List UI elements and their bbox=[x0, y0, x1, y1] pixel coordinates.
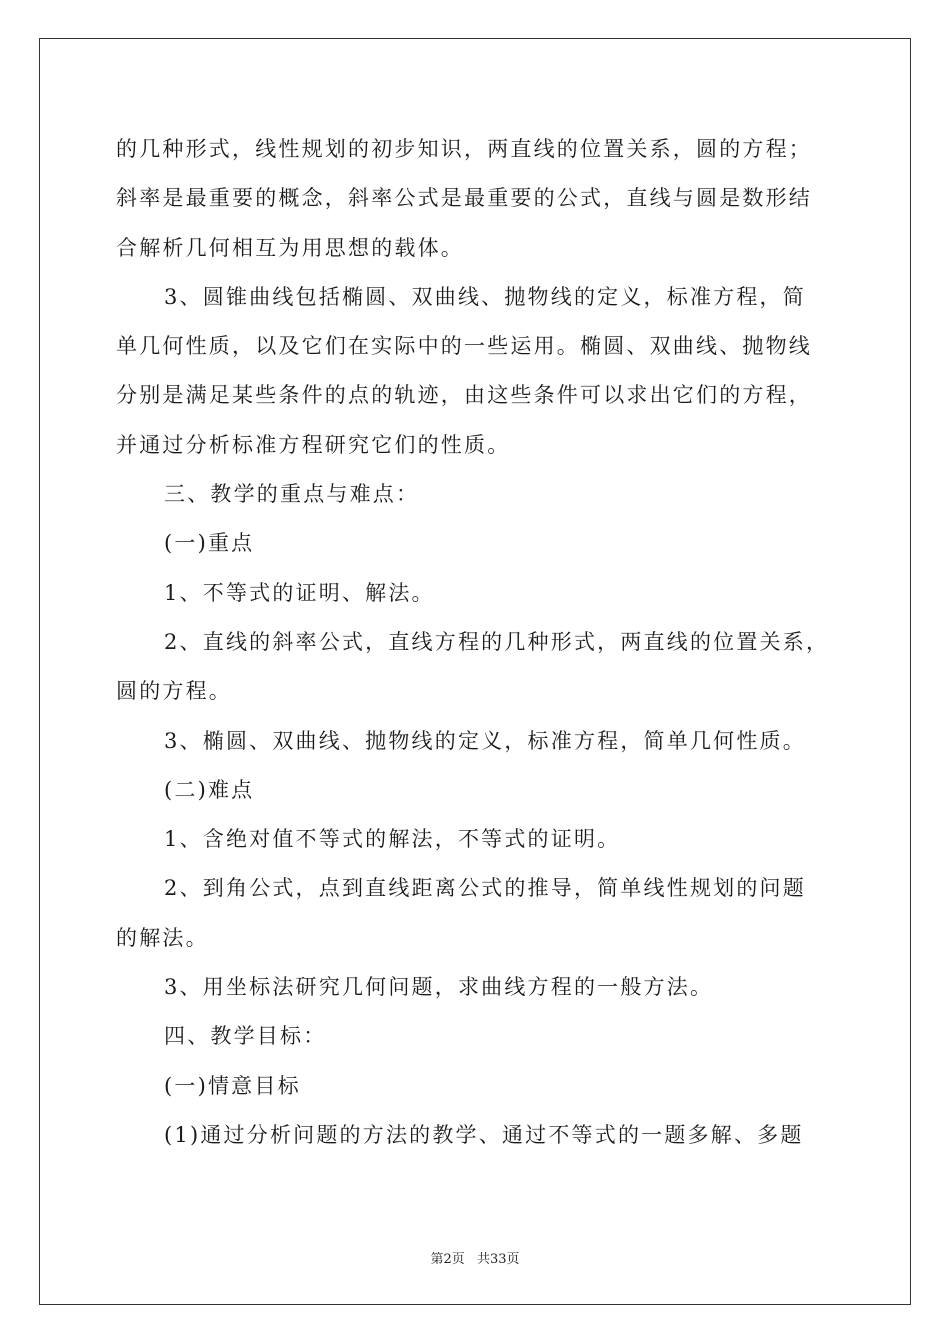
list-item: 3、用坐标法研究几何问题，求曲线方程的一般方法。 bbox=[164, 975, 714, 1000]
subsection-heading: (二)难点 bbox=[164, 777, 255, 802]
text-line: 合解析几何相互为用思想的载体。 bbox=[116, 235, 464, 260]
list-item: 1、含绝对值不等式的解法，不等式的证明。 bbox=[164, 827, 621, 852]
subsection-heading: (一)情意目标 bbox=[164, 1073, 301, 1098]
text-line: 圆的方程。 bbox=[116, 679, 232, 704]
text-line: 分别是满足某些条件的点的轨迹，由这些条件可以求出它们的方程， bbox=[116, 383, 812, 408]
section-heading: 三、教学的重点与难点： bbox=[164, 482, 420, 507]
list-item: (1)通过分析问题的方法的教学、通过不等式的一题多解、多题 bbox=[164, 1122, 804, 1147]
list-item: 2、到角公式，点到直线距离公式的推导，简单线性规划的问题 bbox=[164, 876, 806, 901]
text-line: 3、圆锥曲线包括椭圆、双曲线、抛物线的定义，标准方程，简 bbox=[164, 284, 806, 309]
list-item: 1、不等式的证明、解法。 bbox=[164, 580, 435, 605]
subsection-heading: (一)重点 bbox=[164, 531, 255, 556]
text-line: 的解法。 bbox=[116, 925, 209, 950]
text-line: 单几何性质，以及它们在实际中的一些运用。椭圆、双曲线、抛物线 bbox=[116, 334, 812, 359]
text-line: 的几种形式，线性规划的初步知识，两直线的位置关系，圆的方程； bbox=[116, 137, 812, 161]
text-line: 斜率是最重要的概念，斜率公式是最重要的公式，直线与圆是数形结 bbox=[116, 186, 812, 211]
document-body bbox=[116, 125, 836, 1160]
section-heading: 四、教学目标： bbox=[164, 1024, 327, 1049]
list-item: 3、椭圆、双曲线、抛物线的定义，标准方程，简单几何性质。 bbox=[164, 728, 806, 753]
page-total: 共33页 bbox=[476, 1252, 520, 1267]
page-number: 第2页 bbox=[430, 1252, 465, 1267]
page-footer bbox=[0, 1248, 950, 1267]
list-item: 2、直线的斜率公式，直线方程的几种形式，两直线的位置关系， bbox=[164, 629, 830, 654]
text-line: 并通过分析标准方程研究它们的性质。 bbox=[116, 432, 511, 457]
